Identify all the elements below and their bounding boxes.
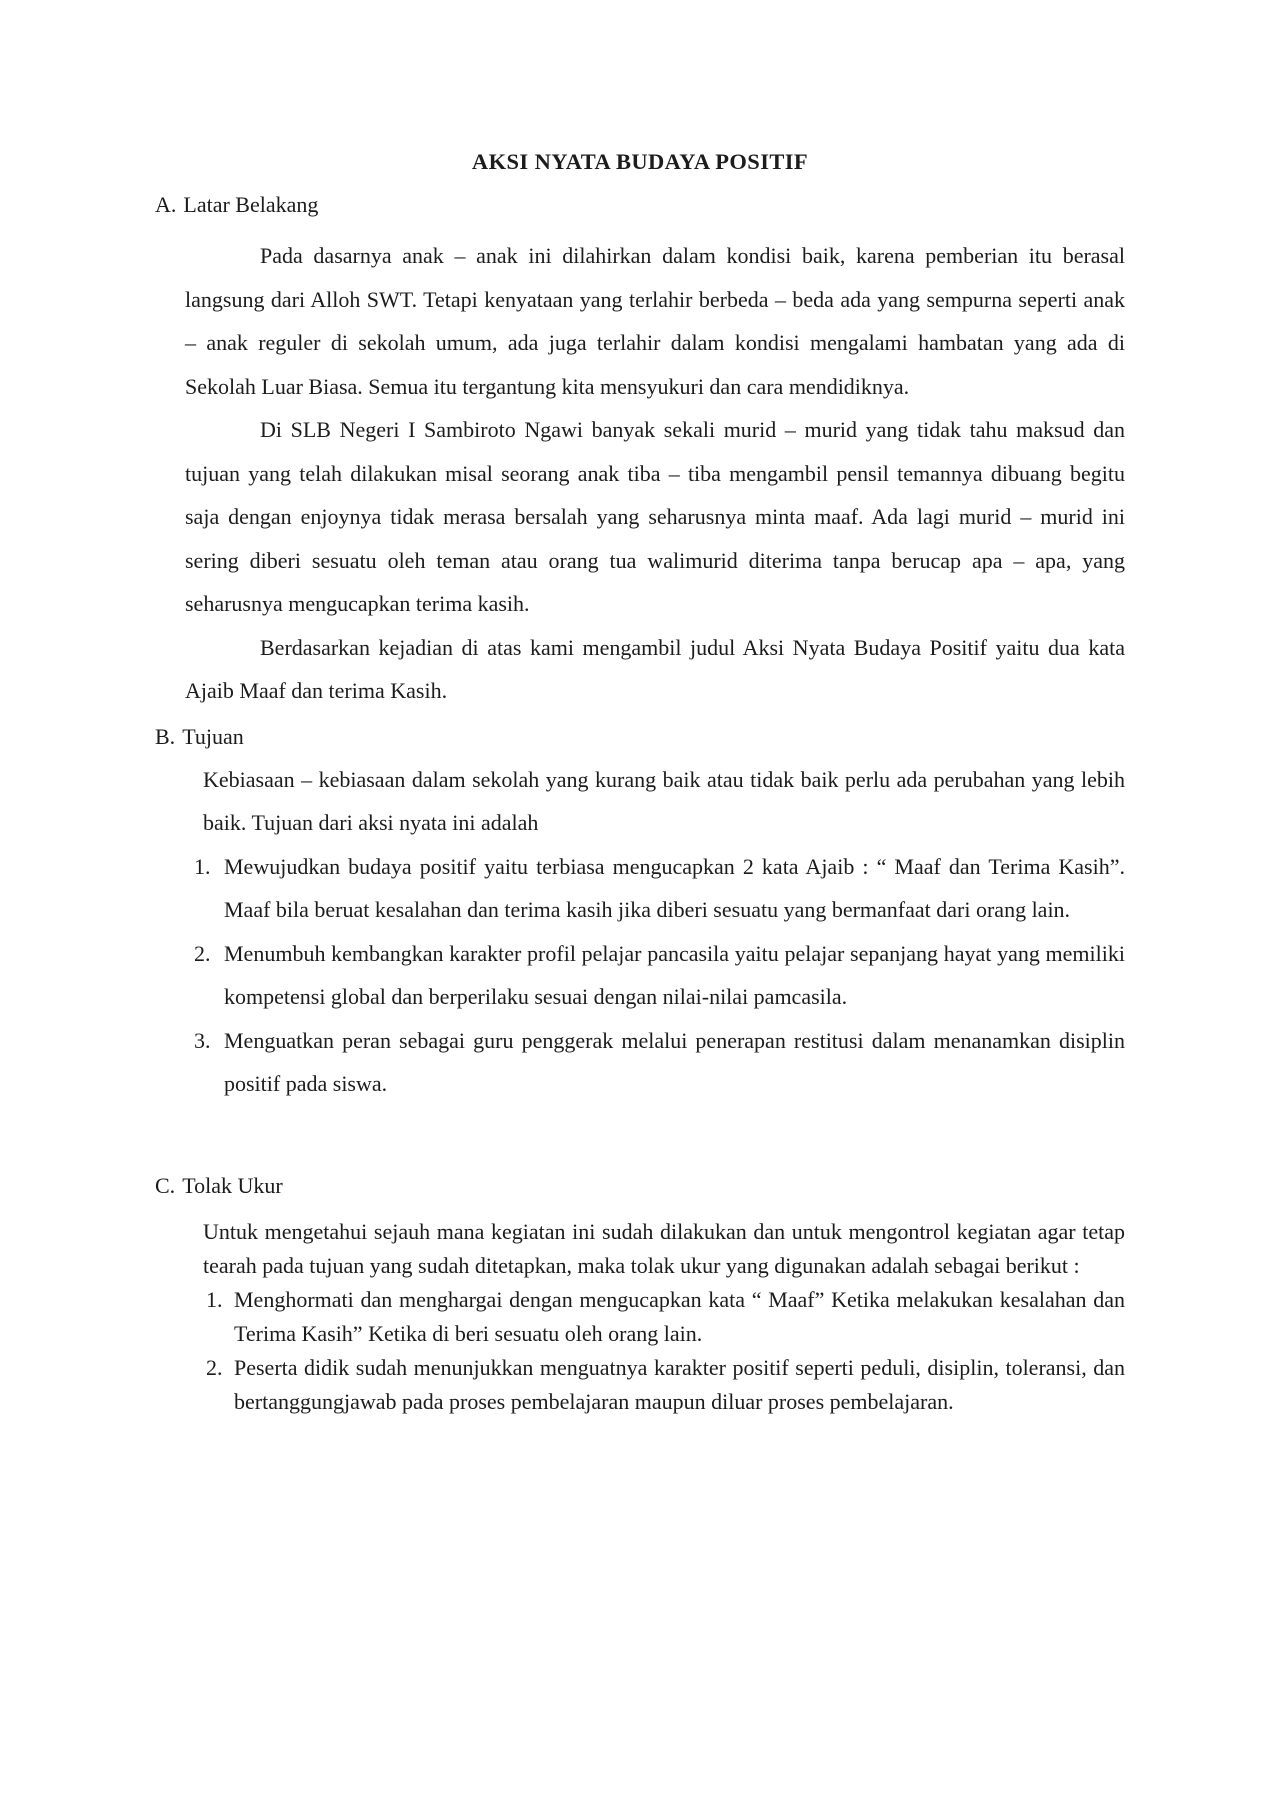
section-b-list (155, 845, 1125, 1106)
section-c-heading-text: Tolak Ukur (182, 1172, 283, 1198)
document-title: AKSI NYATA BUDAYA POSITIF (471, 149, 809, 174)
list-item-number: 2. (194, 940, 211, 966)
section-a-body (155, 234, 1125, 713)
list-item (194, 1019, 1125, 1106)
list-item-number: 1. (206, 1286, 223, 1312)
document-content (155, 140, 1125, 1419)
section-a-paragraph-2: Di SLB Negeri I Sambiroto Ngawi banyak sekali murid – murid yang tidak tahu maksud dan tujuan yang telah dilakukan misal seorang anak tiba – tiba mengambil pensil temannya dibuang begitu saja dengan enjoynya tidak merasa bersalah yang seharusnya minta maaf. Ada lagi murid – murid ini sering diberi sesuatu oleh teman atau orang tua walimurid diterima tanpa berucap apa – apa, yang seharusnya mengucapkan terima kasih. (185, 417, 1125, 616)
section-c-heading (155, 1164, 1125, 1207)
section-a-paragraph-3: Berdasarkan kejadian di atas kami mengambil judul Aksi Nyata Budaya Positif yaitu dua kata Ajaib Maaf dan terima Kasih. (185, 634, 1125, 703)
list-item-text: Peserta didik sudah menunjukkan menguatnya karakter positif seperti peduli, disiplin, toleransi, dan bertanggungjawab pada proses pembelajaran maupun diluar proses pembelajaran. (234, 1354, 1125, 1414)
list-item-text: Mewujudkan budaya positif yaitu terbiasa mengucapkan 2 kata Ajaib : “ Maaf dan Terima Kasih”. Maaf bila beruat kesalahan dan terima kasih jika diberi sesuatu yang bermanfaat dari orang lain. (224, 853, 1125, 922)
section-c-label: C. (155, 1172, 176, 1198)
list-item-text: Menguatkan peran sebagai guru penggerak melalui penerapan restitusi dalam menanamkan disiplin positif pada siswa. (224, 1027, 1125, 1096)
list-item (206, 1351, 1125, 1419)
section-c-intro: Untuk mengetahui sejauh mana kegiatan ini sudah dilakukan dan untuk mengontrol kegiatan agar tetap tearah pada tujuan yang sudah ditetapkan, maka tolak ukur yang digunakan adalah sebagai berikut : (203, 1218, 1125, 1278)
section-b-heading (155, 715, 1125, 758)
list-item-number: 2. (206, 1354, 223, 1380)
list-item-number: 1. (194, 853, 211, 879)
blank-line (155, 1106, 1125, 1164)
list-item (194, 845, 1125, 932)
section-a-heading (155, 183, 1125, 226)
section-b-label: B. (155, 723, 176, 749)
section-c-list (155, 1283, 1125, 1419)
list-item-number: 3. (194, 1027, 211, 1053)
list-item (194, 932, 1125, 1019)
section-b-heading-text: Tujuan (182, 723, 244, 749)
section-a-label: A. (155, 192, 177, 217)
list-item-text: Menumbuh kembangkan karakter profil pelajar pancasila yaitu pelajar sepanjang hayat yang memiliki kompetensi global dan berperilaku sesuai dengan nilai-nilai pamcasila. (224, 940, 1125, 1009)
section-b-intro: Kebiasaan – kebiasaan dalam sekolah yang kurang baik atau tidak baik perlu ada perubahan yang lebih baik. Tujuan dari aksi nyata ini adalah (203, 766, 1125, 835)
section-a-paragraph-1: Pada dasarnya anak – anak ini dilahirkan dalam kondisi baik, karena pemberian itu berasal langsung dari Alloh SWT. Tetapi kenyataan yang terlahir berbeda – beda ada yang sempurna seperti anak – anak reguler di sekolah umum, ada juga terlahir dalam kondisi mengalami hambatan yang ada di Sekolah Luar Biasa. Semua itu tergantung kita mensyukuri dan cara mendidiknya. (185, 243, 1125, 399)
list-item-text: Menghormati dan menghargai dengan mengucapkan kata “ Maaf” Ketika melakukan kesalahan dan Terima Kasih” Ketika di beri sesuatu oleh orang lain. (234, 1286, 1125, 1346)
list-item (206, 1283, 1125, 1351)
section-a-heading-text: Latar Belakang (183, 192, 319, 217)
